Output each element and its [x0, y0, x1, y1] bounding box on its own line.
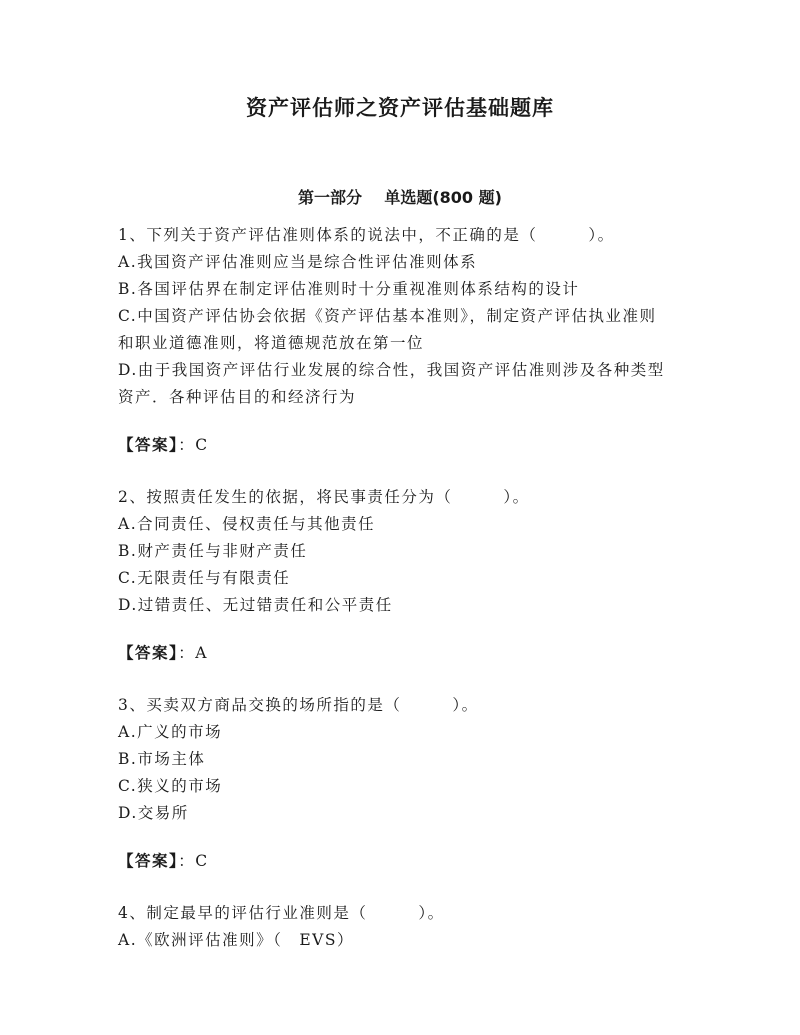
answer-value: ：C — [178, 852, 209, 870]
question-1 — [118, 222, 673, 459]
question-2 — [118, 484, 673, 667]
question-stem: 2、按照责任发生的依据，将民事责任分为（ ）。 — [118, 488, 530, 506]
answer — [118, 848, 673, 875]
option-c: C.狭义的市场 — [118, 777, 223, 795]
answer — [118, 640, 673, 667]
answer-label: 【答案】 — [118, 644, 179, 662]
question-4 — [118, 900, 673, 954]
section-title: 第一部分 单选题(800 题) — [298, 188, 502, 207]
option-b: B.各国评估界在制定评估准则时十分重视准则体系结构的设计 — [118, 280, 580, 298]
question-stem: 3、买卖双方商品交换的场所指的是（ ）。 — [118, 696, 479, 714]
option-d: D.过错责任、无过错责任和公平责任 — [118, 596, 393, 614]
answer-value: ：C — [178, 436, 209, 454]
option-b: B.财产责任与非财产责任 — [118, 542, 308, 560]
question-list — [118, 222, 673, 979]
document-title: 资产评估师之资产评估基础题库 — [246, 96, 554, 120]
option-c: C.中国资产评估协会依据《资产评估基本准则》，制定资产评估执业准则和职业道德准则，将道德规范放在第一位 — [118, 307, 657, 352]
option-a: A.合同责任、侵权责任与其他责任 — [118, 515, 376, 533]
option-a: A.我国资产评估准则应当是综合性评估准则体系 — [118, 253, 478, 271]
answer-label: 【答案】 — [118, 436, 179, 454]
question-stem: 1、下列关于资产评估准则体系的说法中，不正确的是（ ）。 — [118, 226, 615, 244]
option-b: B.市场主体 — [118, 750, 206, 768]
option-a: A.《欧洲评估准则》（ EVS） — [118, 931, 354, 949]
answer-block — [118, 848, 673, 875]
answer-block — [118, 640, 673, 667]
answer-label: 【答案】 — [118, 852, 179, 870]
question-3 — [118, 692, 673, 875]
option-c: C.无限责任与有限责任 — [118, 569, 291, 587]
answer-value: ：A — [178, 644, 208, 662]
option-d: D.交易所 — [118, 804, 189, 822]
option-a: A.广义的市场 — [118, 723, 223, 741]
answer — [118, 432, 673, 459]
question-stem: 4、制定最早的评估行业准则是（ ）。 — [118, 904, 445, 922]
answer-block — [118, 432, 673, 459]
option-d: D.由于我国资产评估行业发展的综合性，我国资产评估准则涉及各种类型资产．各种评估目的和经济行为 — [118, 361, 665, 406]
